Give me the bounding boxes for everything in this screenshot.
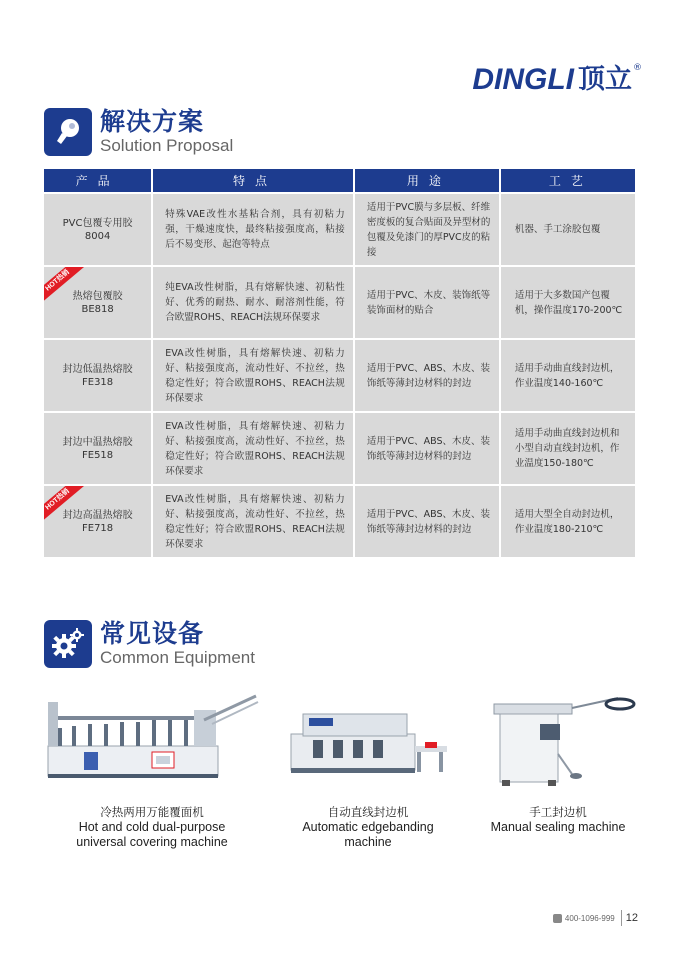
table-header-row [44,169,637,192]
table-row [44,265,637,338]
header-product: 产品 [44,169,151,192]
equipment-item [44,690,260,850]
brand-logo [472,62,642,98]
hot-sale-badge: HOT热销 [44,267,85,305]
process-cell: 适用于大多数国产包覆机，操作温度170-200℃ [501,267,635,338]
page-footer [553,910,642,926]
product-cell [44,340,151,411]
equipment-name-en: universal covering machine [76,835,228,849]
hotline-number: 400-1096-999 [564,913,615,923]
section-title-en: Solution Proposal [100,136,234,155]
equipment-item [278,690,458,850]
use-cell: 适用于PVC、ABS、木皮、装饰纸等薄封边材料的封边 [355,486,499,557]
equipment-item [478,690,638,835]
equipment-name-cn: 手工封边机 [529,805,587,819]
feature-cell: EVA改性树脂，具有熔解快速、初粘力好、粘接强度高，流动性好、不拉丝，热稳定性好；符合欧盟ROHS、REACH法规环保要求 [153,413,353,484]
header-use: 用途 [355,169,499,192]
feature-cell: EVA改性树脂，具有熔解快速、初粘力好、粘接强度高，流动性好、不拉丝，热稳定性好；符合欧盟ROHS、REACH法规环保要求 [153,486,353,557]
product-cell [44,194,151,265]
equipment-name-en: Manual sealing machine [490,820,626,834]
product-code: FE518 [82,449,114,461]
section-title-en: Common Equipment [100,648,255,667]
manual-sealing-machine-image [478,690,638,790]
product-name: 封边高温热熔胶 [62,509,133,521]
table-row [44,484,637,557]
equipment-name-en: Hot and cold dual-purpose [78,820,226,834]
process-cell: 机器、手工涂胶包覆 [501,194,635,265]
use-cell: 适用于PVC、ABS、木皮、装饰纸等薄封边材料的封边 [355,413,499,484]
equipment-name-cn: 自动直线封边机 [327,805,409,819]
header-feature: 特点 [153,169,353,192]
page-number: 12 [621,910,642,926]
registered-mark: ® [633,63,642,73]
section-title-cn: 解决方案 [100,107,205,136]
hot-sale-badge: HOT热销 [44,486,85,524]
process-cell: 适用手动曲直线封边机，作业温度140-160℃ [501,340,635,411]
logo-text-en: DINGLI [472,63,574,96]
use-cell: 适用于PVC、ABS、木皮、装饰纸等薄封边材料的封边 [355,340,499,411]
feature-cell: 纯EVA改性树脂，具有熔解快速、初粘性好、优秀的耐热、耐水、耐溶剂性能，符合欧盟ROHS、REACH法规环保要求 [153,267,353,338]
use-cell: 适用于PVC、木皮、装饰纸等装饰面材的贴合 [355,267,499,338]
product-code: FE318 [82,376,114,388]
table-row [44,338,637,411]
product-cell [44,486,151,557]
section-title-cn: 常见设备 [100,619,205,648]
use-cell: 适用于PVC膜与多层板、纤维密度板的复合贴面及异型材的包覆及免漆门的厚PVC皮的粘接 [355,194,499,265]
hotline [553,914,615,923]
product-code: 8004 [84,230,111,242]
section-equipment-header [44,620,255,668]
lightbulb-icon [44,108,92,156]
product-name: 热熔包覆胶 [72,290,123,302]
product-cell [44,413,151,484]
product-code: FE718 [82,522,114,534]
product-code: BE818 [81,303,114,315]
table-row [44,411,637,484]
section-solution-header [44,108,233,156]
product-name: PVC包覆专用胶 [62,217,133,229]
header-process: 工艺 [501,169,635,192]
table-row [44,192,637,265]
product-name: 封边低温热熔胶 [62,363,133,375]
feature-cell: EVA改性树脂，具有熔解快速、初粘力好、粘接强度高，流动性好、不拉丝，热稳定性好；符合欧盟ROHS、REACH法规环保要求 [153,340,353,411]
phone-icon [553,914,562,923]
equipment-name-en: Automatic edgebanding machine [302,820,434,849]
covering-machine-image [44,690,260,790]
logo-text-cn: 顶立 [578,64,632,95]
gears-icon [44,620,92,668]
edgebanding-machine-image [283,690,453,790]
product-name: 封边中温热熔胶 [62,436,133,448]
equipment-name-cn: 冷热两用万能覆面机 [100,805,204,819]
feature-cell: 特殊VAE改性水基粘合剂，具有初粘力强，干燥速度快，最终粘接强度高，粘接后不易变形、起泡等特点 [153,194,353,265]
process-cell: 适用大型全自动封边机，作业温度180-210℃ [501,486,635,557]
solution-table [44,169,637,557]
product-cell [44,267,151,338]
process-cell: 适用手动曲直线封边机和小型自动直线封边机，作业温度150-180℃ [501,413,635,484]
